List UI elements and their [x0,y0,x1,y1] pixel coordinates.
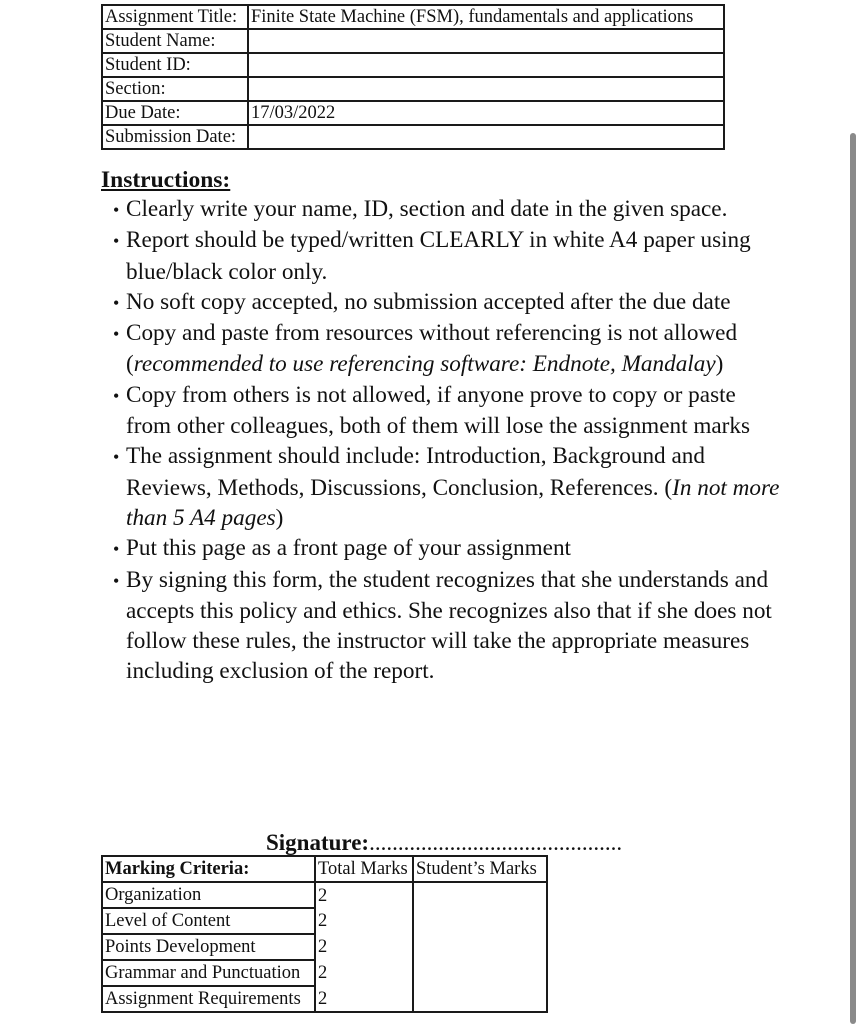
header-total-marks: Total Marks [315,856,413,882]
scrollbar[interactable] [850,133,856,1024]
info-value [248,53,724,77]
instruction-item [101,533,781,564]
total-marks-cell: 2 [315,908,413,934]
student-marks-cell [413,960,547,986]
bullet-icon: • [113,324,120,345]
student-marks-cell [413,986,547,1012]
info-value [248,29,724,53]
instruction-item [101,225,781,287]
instructions-list [101,194,781,687]
header-marking-criteria: Marking Criteria: [102,856,315,882]
bullet-icon: • [113,385,120,406]
marking-header-row [102,856,547,882]
info-row-student-name [102,29,724,53]
assignment-info-table [101,4,725,150]
bullet-icon: • [113,292,120,313]
total-marks-cell: 2 [315,934,413,960]
info-row-due-date [102,101,724,125]
info-row-title [102,5,724,29]
info-label: Due Date: [102,101,248,125]
criterion-cell: Assignment Requirements [102,986,315,1012]
instruction-text: By signing this form, the student recognizes that she understands and accepts this policy and ethics. She recognizes also that if she does not follow these rules, the instructor will take the appropriate measures including exclusion of the report. [126,566,772,685]
instruction-item [101,287,781,318]
info-row-section [102,77,724,101]
instructions-section [101,166,781,687]
bullet-icon: • [113,231,120,252]
info-value: 17/03/2022 [248,101,724,125]
instruction-item [101,380,781,442]
info-row-student-id [102,53,724,77]
instruction-item [101,441,781,533]
student-marks-cell [413,934,547,960]
bullet-icon: • [113,447,120,468]
student-marks-cell [413,882,547,908]
bullet-icon: • [113,200,120,220]
bullet-icon: • [113,570,120,591]
signature-line [266,828,622,858]
instructions-heading: Instructions: [101,167,231,193]
total-marks-cell: 2 [315,882,413,908]
student-marks-cell [413,908,547,934]
criterion-cell: Grammar and Punctuation [102,960,315,986]
signature-label: Signature: [266,830,370,855]
info-label: Student Name: [102,29,248,53]
info-row-submission-date [102,125,724,149]
marking-row [102,882,547,908]
instruction-text: Report should be typed/written CLEARLY in white A4 paper using blue/black color only. [126,227,751,285]
instruction-item [101,194,781,225]
instruction-italic-text: In not more than 5 A4 pages [126,474,780,531]
info-label: Assignment Title: [102,5,248,29]
instruction-text: Put this page as a front page of your assignment [126,535,571,562]
criterion-cell: Points Development [102,934,315,960]
instruction-italic-text: recommended to use referencing software: Endnote, Mandalay [133,351,716,378]
marking-row [102,934,547,960]
instruction-text: Clearly write your name, ID, section and date in the given space. [126,196,728,222]
marking-row [102,908,547,934]
marking-row [102,986,547,1012]
signature-dots: ............................................ [369,830,623,855]
instruction-text: Copy from others is not allowed, if anyone prove to copy or paste from other colleagues, both of them will lose the assignment marks [126,381,750,440]
instruction-item [101,565,781,687]
total-marks-cell: 2 [315,960,413,986]
cropped-header-text [230,0,550,2]
instruction-text: The assignment should include: Introduction, Background and Reviews, Methods, Discussions, Conclusion, References. ( [126,443,705,501]
bullet-icon: • [113,539,120,560]
info-value [248,125,724,149]
info-value [248,77,724,101]
marking-row [102,960,547,986]
criterion-cell: Level of Content [102,908,315,934]
instruction-text: ) [715,351,724,378]
instruction-text: ) [275,504,284,531]
info-value: Finite State Machine (FSM), fundamentals and applications [248,5,724,29]
instruction-item [101,318,781,380]
info-label: Section: [102,77,248,101]
instruction-text: Copy and paste from resources without referencing is not allowed ( [126,320,738,378]
marking-criteria-table [101,855,548,1013]
instruction-text: No soft copy accepted, no submission accepted after the due date [126,288,731,315]
criterion-cell: Organization [102,882,315,908]
info-label: Student ID: [102,53,248,77]
total-marks-cell: 2 [315,986,413,1012]
info-label: Submission Date: [102,125,248,149]
header-student-marks: Student’s Marks [413,856,547,882]
